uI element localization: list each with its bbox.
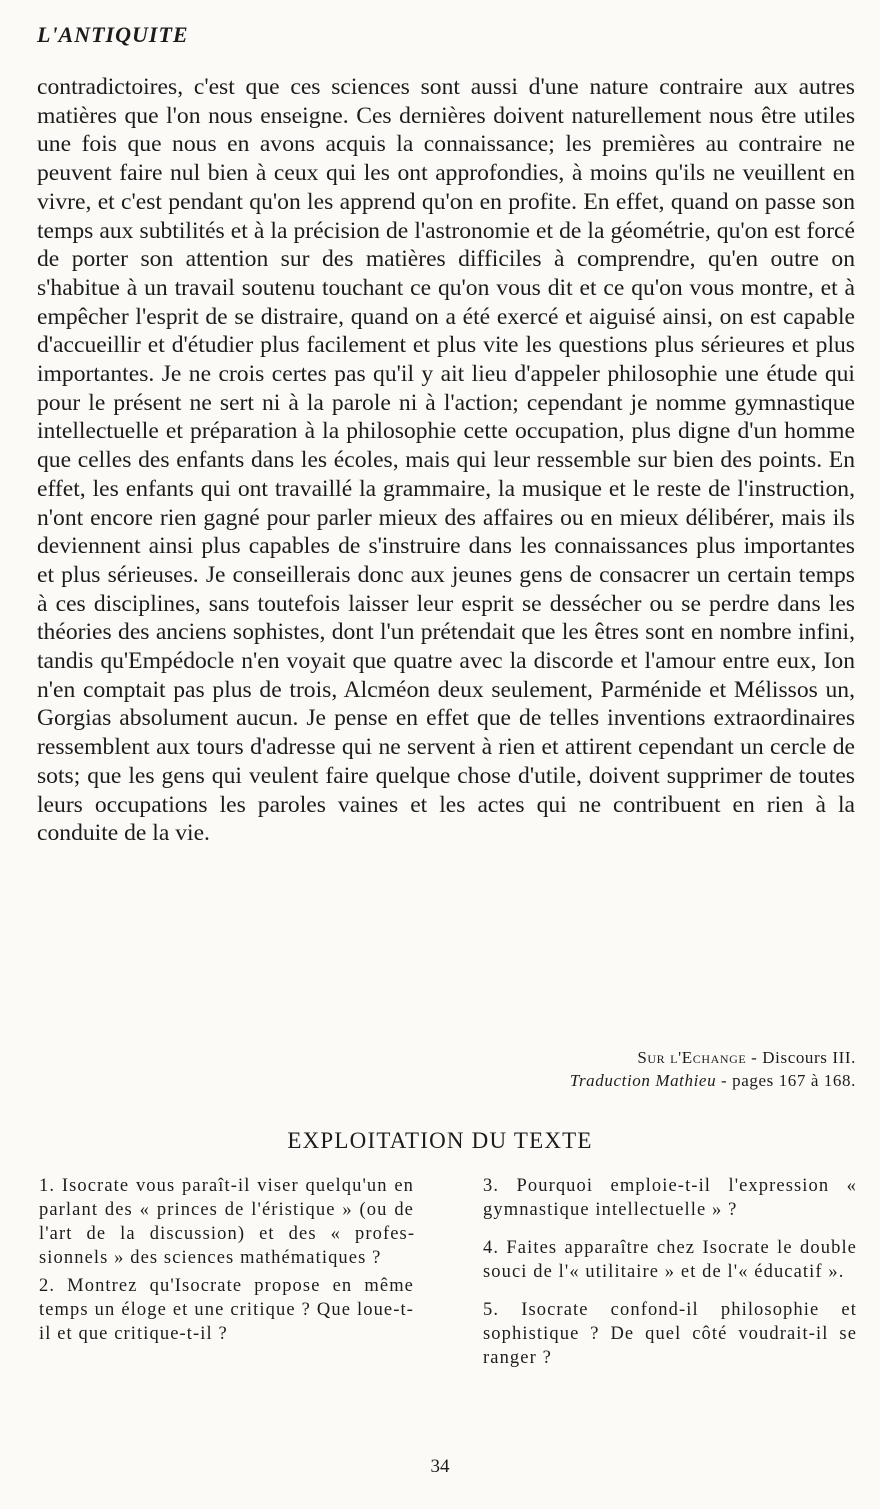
exercises-title: EXPLOITATION DU TEXTE bbox=[287, 1128, 593, 1153]
questions-left-column bbox=[39, 1174, 414, 1350]
question-3: 3. Pourquoi emploie-t-il l'expression « gymnastique intellectuelle » ? bbox=[483, 1176, 857, 1220]
question-1: 1. Isocrate vous paraît-il viser quelqu'un en parlant des « princes de l'éristique » (ou de l'art de la discussion) et des « professionnels » des sciences mathématiques ? bbox=[39, 1176, 414, 1268]
source-work: Sur l'Echange bbox=[637, 1048, 747, 1067]
source-pages: - pages 167 à 168. bbox=[716, 1071, 856, 1090]
source-translation: Traduction Mathieu bbox=[569, 1071, 717, 1090]
question-2: 2. Montrez qu'Isocrate propose en même temps un éloge et une critique ? Que loue-t-il et que critique-t-il ? bbox=[39, 1276, 414, 1344]
question-5: 5. Isocrate confond-il philosophie et sophistique ? De quel côté voudrait-il se ranger ? bbox=[483, 1300, 857, 1368]
main-text: contradictoires, c'est que ces sciences sont aussi d'une nature contraire aux autres matières que l'on nous enseigne. Ces dernières doivent naturellement nous être utiles une fois que nous en avons acquis la connaissance; les premières au contraire ne peuvent faire nul bien à ceux qui les ont approfondies, à moins qu'ils ne veuillent en vivre, et c'est pendant qu'on les apprend qu'on en profite. En effet, quand on passe son temps aux subtilités et à la précision de l'astronomie et de la géométrie, qu'on est forcé de porter son attention sur des matières difficiles à comprendre, qu'en outre on s'habitue à un travail soutenu touchant ce qu'on vous dit et ce qu'on vous montre, et à empêcher l'esprit de se distraire, quand on a été exercé et aiguisé ainsi, on est capable d'accueillir et d'étudier plus facilement et plus vite les questions plus sérieures et plus importantes. Je ne crois certes pas qu'il y ait lieu d'appeler philosophie une étude qui pour le présent ne sert ni à la parole ni à l'action; cependant je nomme gymnastique intellectuelle et préparation à la philosophie cette occupation, plus digne d'un homme que celles des enfants dans les écoles, mais qui leur ressemble sur bien des points. En effet, les enfants qui ont travaillé la grammaire, la musique et le reste de l'instruction, n'ont encore rien gagné pour parler mieux des affaires ou en mieux délibérer, mais ils deviennent ainsi plus capables de s'instruire dans les connaissances plus importantes et plus sérieuses. Je conseillerais donc aux jeunes gens de consacrer un certain temps à ces disciplines, sans toutefois laisser leur esprit se dessécher ou se perdre dans les théories des anciens sophistes, dont l'un prétendait que les êtres sont en nombre infini, tandis qu'Empédocle n'en voyait que quatre avec la discorde et l'amour entre eux, Ion n'en comptait pas plus de trois, Alcméon deux seulement, Parménide et Mélissos un, Gorgias absolument aucun. Je pense en effet que de telles inventions extraordinaires ressemblent aux tours d'adresse qui ne servent à rien et attirent cependant un cercle de sots; que les gens qui veulent faire quelque chose d'utile, doivent supprimer de toutes leurs occupations les paroles vaines et les actes qui ne contribuent en rien à la conduite de la vie. bbox=[37, 74, 855, 847]
source-line-1 bbox=[570, 1046, 856, 1069]
source-discourse: - Discours III. bbox=[746, 1048, 856, 1067]
source-line-2 bbox=[570, 1069, 856, 1092]
question-4: 4. Faites apparaître chez Isocrate le double souci de l'« utilitaire » et de l'« éducatif ». bbox=[483, 1238, 857, 1282]
questions-right-column bbox=[483, 1174, 857, 1384]
source-citation bbox=[570, 1046, 856, 1092]
page-number: 34 bbox=[430, 1456, 450, 1477]
running-head: L'ANTIQUITE bbox=[37, 22, 189, 47]
